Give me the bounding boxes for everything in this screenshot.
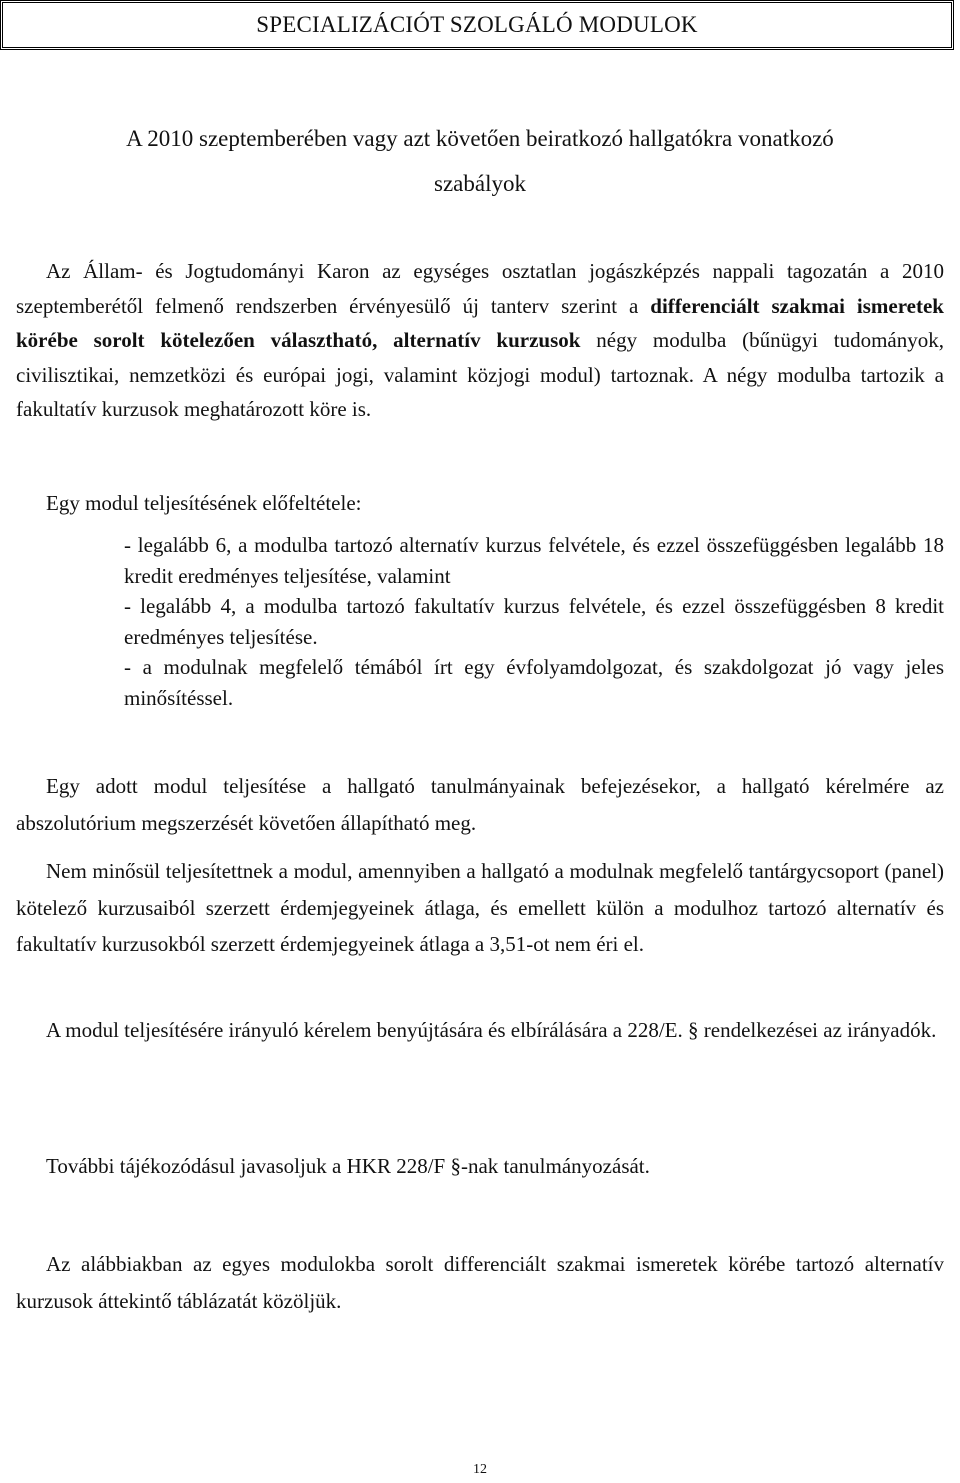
paragraph-table-intro: Az alábbiakban az egyes modulokba sorolt differenciált szakmai ismeretek körébe tartozó alternatív kurzusok áttekintő táblázatát közöljük.: [16, 1252, 944, 1313]
section-header-box: [0, 0, 954, 50]
intro-bold-text: differenciált szakmai ismeretek körébe sorolt kötelezően választható, alternatív kurzusok: [16, 293, 944, 353]
intro-paragraph: [16, 254, 944, 427]
paragraph-request: A modul teljesítésére irányuló kérelem benyújtására és elbírálására a 228/E. § rendelkezései az irányadók.: [46, 1018, 937, 1042]
paragraph-completion: Egy adott modul teljesítése a hallgató tanulmányainak befejezésekor, a hallgató kérelmére az abszolutórium megszerzését követően állapítható meg.: [16, 774, 944, 835]
requirement-item-1: - legalább 6, a modulba tartozó alternatív kurzus felvétele, és ezzel összefüggésben legalább 18 kredit eredményes teljesítése, valamint: [124, 533, 944, 588]
requirements-list: [124, 530, 944, 713]
subtitle-line-1: A 2010 szeptemberében vagy azt követően beiratkozó hallgatókra vonatkozó: [126, 126, 834, 151]
page-number: 12: [473, 1462, 487, 1477]
requirements-lead: Egy modul teljesítésének előfeltétele:: [46, 491, 362, 515]
requirement-item-3: - a modulnak megfelelő témából írt egy évfolyamdolgozat, és szakdolgozat jó vagy jeles minősítéssel.: [124, 655, 944, 710]
paragraph-not-qualified: Nem minősül teljesítettnek a modul, amennyiben a hallgató a modulnak megfelelő tantárgycsoport (panel) kötelező kurzusaiból szerzett érdemjegyeinek átlaga, és emellett külön a modulhoz tartozó alternatív és fakultatív kurzusokból szerzett érdemjegyeinek átlaga a 3,51-ot nem éri el.: [16, 859, 944, 956]
subtitle-line-2: szabályok: [434, 171, 526, 196]
requirement-item-2: - legalább 4, a modulba tartozó fakultatív kurzus felvétele, és ezzel összefüggésben 8 kredit eredményes teljesítése.: [124, 594, 944, 649]
intro-text-2: négy modulba (bűnügyi tudományok, civilisztikai, nemzetközi és európai jogi, valamint közjogi modul) tartoznak. A négy modulba tartozik a fakultatív kurzusok meghatározott köre is.: [16, 328, 944, 422]
intro-text-1: Az Állam- és Jogtudományi Karon az egységes osztatlan jogászképzés nappali tagozatán a 2010 szeptemberétől felmenő rendszerben érvényesülő új tanterv szerint a: [16, 259, 944, 318]
section-title: SPECIALIZÁCIÓT SZOLGÁLÓ MODULOK: [256, 12, 698, 37]
document-subtitle: [40, 116, 920, 206]
paragraph-further-info: További tájékozódásul javasoljuk a HKR 228/F §-nak tanulmányozását.: [46, 1154, 650, 1178]
